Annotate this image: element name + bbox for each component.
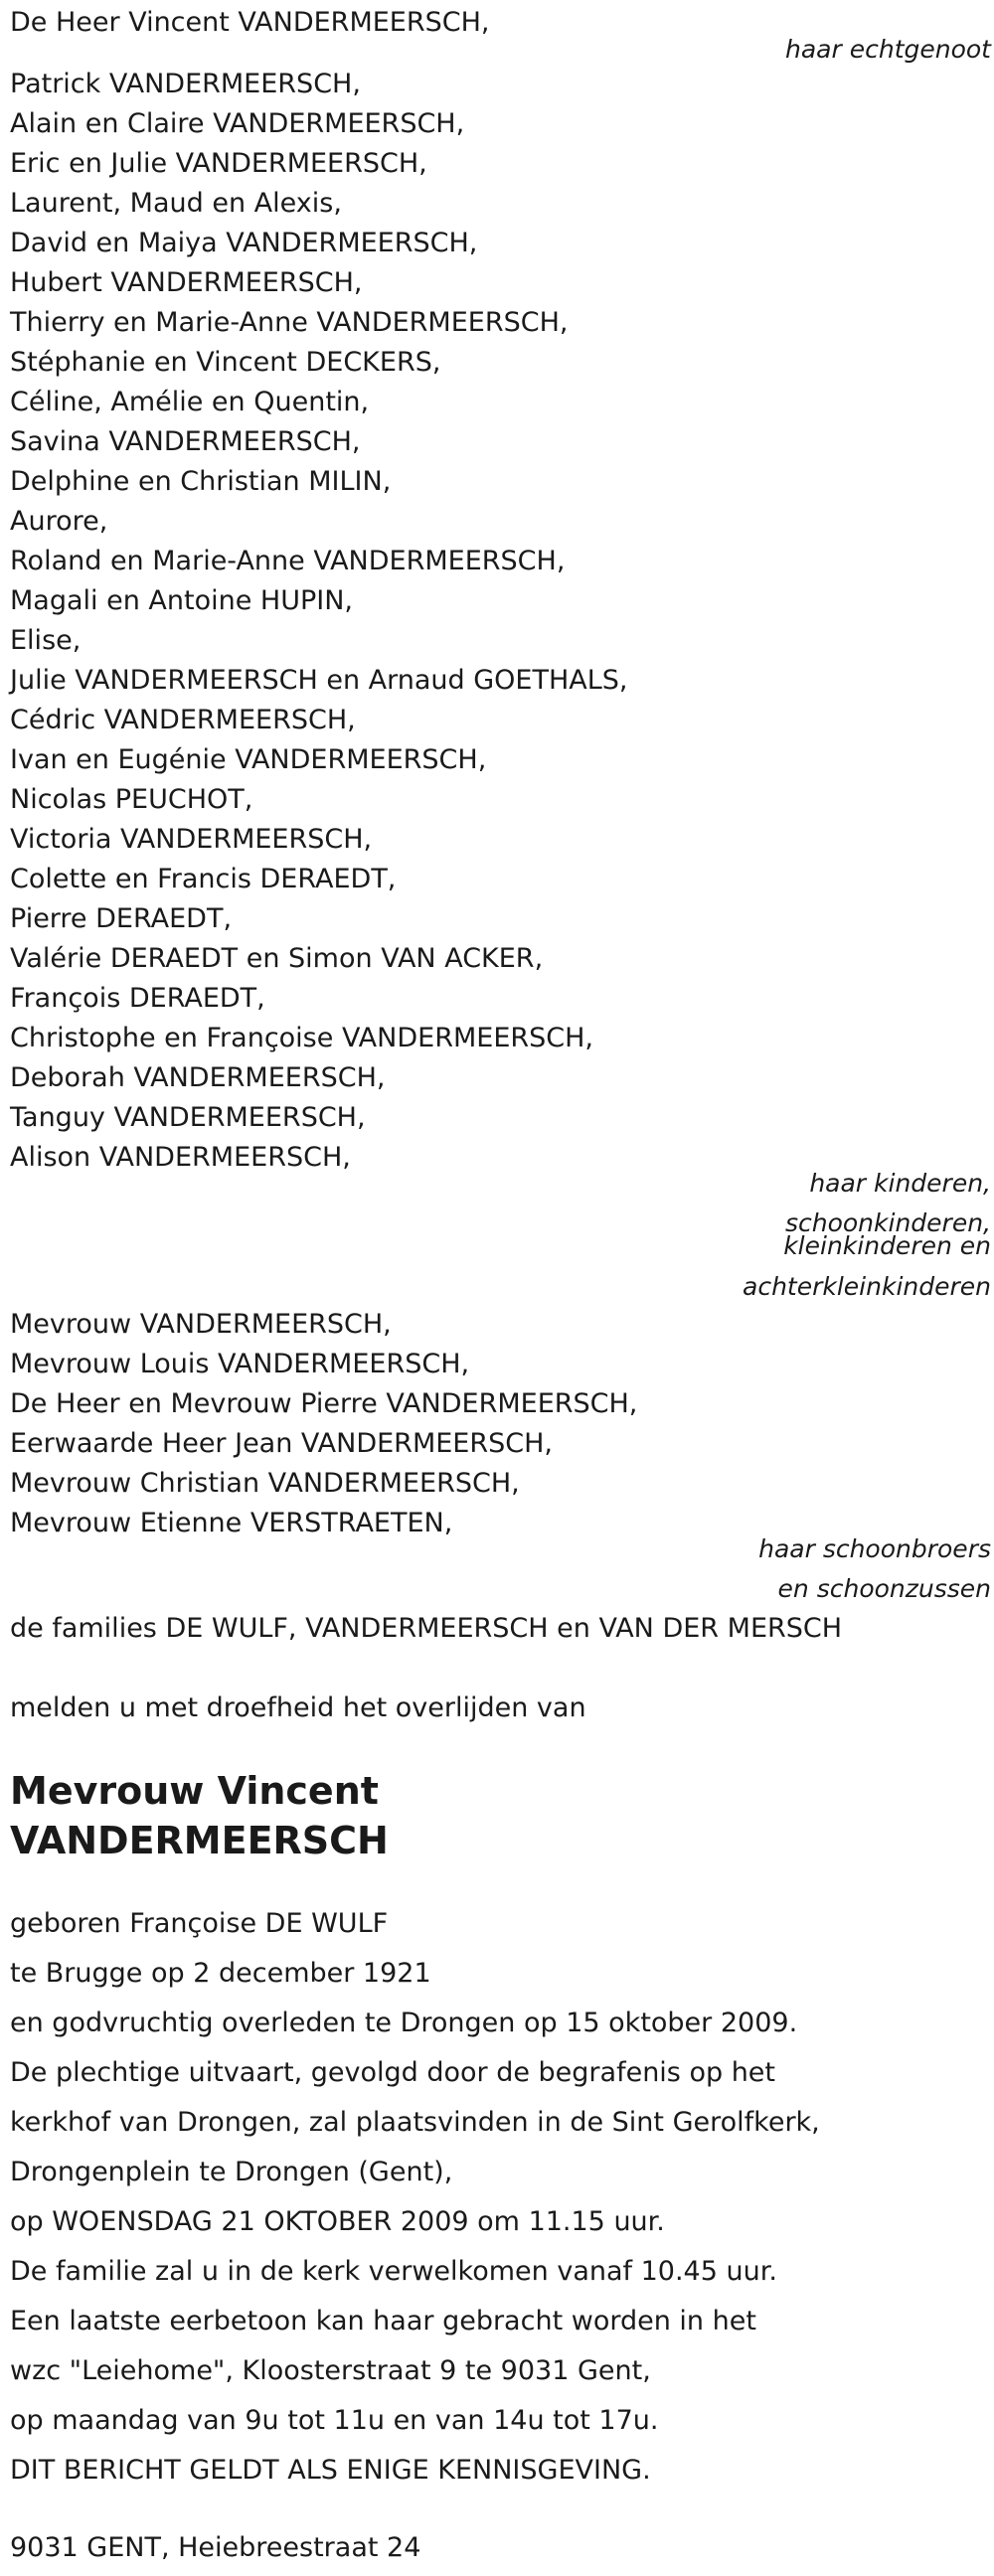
detail-line: DIT BERICHT GELDT ALS ENIGE KENNISGEVING. <box>10 2455 651 2486</box>
list-item: Valérie DERAEDT en Simon VAN ACKER, <box>10 943 544 974</box>
address-line: 9031 GENT, Heiebreestraat 24 <box>10 2532 421 2563</box>
list-item: Victoria VANDERMEERSCH, <box>10 824 373 855</box>
detail-line: De familie zal u in de kerk verwelkomen vanaf 10.45 uur. <box>10 2256 777 2287</box>
relation-line: haar kinderen, <box>809 1169 991 1198</box>
list-item: Mevrouw VANDERMEERSCH, <box>10 1309 392 1340</box>
list-item: Cédric VANDERMEERSCH, <box>10 705 356 735</box>
list-item: Tanguy VANDERMEERSCH, <box>10 1102 366 1133</box>
families-line: de families DE WULF, VANDERMEERSCH en VAN DER MERSCH <box>10 1613 843 1644</box>
list-item: Nicolas PEUCHOT, <box>10 784 253 815</box>
deceased-name-line: VANDERMEERSCH <box>10 1819 389 1862</box>
list-item: Elise, <box>10 625 82 656</box>
relation-line: kleinkinderen en <box>783 1231 991 1260</box>
list-item: De Heer en Mevrouw Pierre VANDERMEERSCH, <box>10 1388 638 1419</box>
husband-name: De Heer Vincent VANDERMEERSCH, <box>10 7 490 38</box>
list-item: Alison VANDERMEERSCH, <box>10 1142 351 1173</box>
list-item: Mevrouw Etienne VERSTRAETEN, <box>10 1508 453 1538</box>
detail-line: wzc "Leiehome", Kloosterstraat 9 te 9031 Gent, <box>10 2355 651 2386</box>
list-item: Pierre DERAEDT, <box>10 903 233 934</box>
list-item: Mevrouw Louis VANDERMEERSCH, <box>10 1349 470 1379</box>
list-item: Hubert VANDERMEERSCH, <box>10 267 363 298</box>
list-item: Laurent, Maud en Alexis, <box>10 188 342 219</box>
list-item: François DERAEDT, <box>10 983 265 1014</box>
deceased-name-line: Mevrouw Vincent <box>10 1769 379 1813</box>
list-item: Aurore, <box>10 506 108 537</box>
list-item: Alain en Claire VANDERMEERSCH, <box>10 108 465 139</box>
list-item: Delphine en Christian MILIN, <box>10 466 392 497</box>
list-item: Deborah VANDERMEERSCH, <box>10 1062 386 1093</box>
husband-relation: haar echtgenoot <box>785 35 991 64</box>
list-item: Stéphanie en Vincent DECKERS, <box>10 347 441 378</box>
relation-line: en schoonzussen <box>777 1574 991 1603</box>
detail-line: te Brugge op 2 december 1921 <box>10 1958 431 1989</box>
detail-line: geboren Françoise DE WULF <box>10 1908 389 1939</box>
detail-line: kerkhof van Drongen, zal plaatsvinden in de Sint Gerolfkerk, <box>10 2107 820 2138</box>
list-item: Mevrouw Christian VANDERMEERSCH, <box>10 1468 520 1499</box>
list-item: David en Maiya VANDERMEERSCH, <box>10 228 478 258</box>
list-item: Ivan en Eugénie VANDERMEERSCH, <box>10 744 487 775</box>
detail-line: Een laatste eerbetoon kan haar gebracht worden in het <box>10 2306 756 2336</box>
list-item: Roland en Marie-Anne VANDERMEERSCH, <box>10 546 566 576</box>
list-item: Julie VANDERMEERSCH en Arnaud GOETHALS, <box>10 665 628 696</box>
list-item: Magali en Antoine HUPIN, <box>10 585 354 616</box>
list-item: Thierry en Marie-Anne VANDERMEERSCH, <box>10 307 569 338</box>
relation-line: haar schoonbroers <box>758 1534 991 1563</box>
detail-line: op WOENSDAG 21 OKTOBER 2009 om 11.15 uur. <box>10 2206 665 2237</box>
list-item: Eric en Julie VANDERMEERSCH, <box>10 148 427 179</box>
list-item: Patrick VANDERMEERSCH, <box>10 69 361 99</box>
relation-line: schoonkinderen, <box>784 1208 991 1237</box>
announcement-line: melden u met droefheid het overlijden van <box>10 1692 586 1723</box>
relation-line: achterkleinkinderen <box>743 1272 991 1301</box>
list-item: Colette en Francis DERAEDT, <box>10 864 397 894</box>
detail-line: Drongenplein te Drongen (Gent), <box>10 2157 453 2187</box>
detail-line: op maandag van 9u tot 11u en van 14u tot 17u. <box>10 2405 659 2436</box>
detail-line: De plechtige uitvaart, gevolgd door de begrafenis op het <box>10 2057 776 2088</box>
list-item: Savina VANDERMEERSCH, <box>10 426 361 457</box>
list-item: Christophe en Françoise VANDERMEERSCH, <box>10 1023 594 1053</box>
list-item: Eerwaarde Heer Jean VANDERMEERSCH, <box>10 1428 553 1459</box>
detail-line: en godvruchtig overleden te Drongen op 15 oktober 2009. <box>10 2008 798 2038</box>
list-item: Céline, Amélie en Quentin, <box>10 387 370 417</box>
